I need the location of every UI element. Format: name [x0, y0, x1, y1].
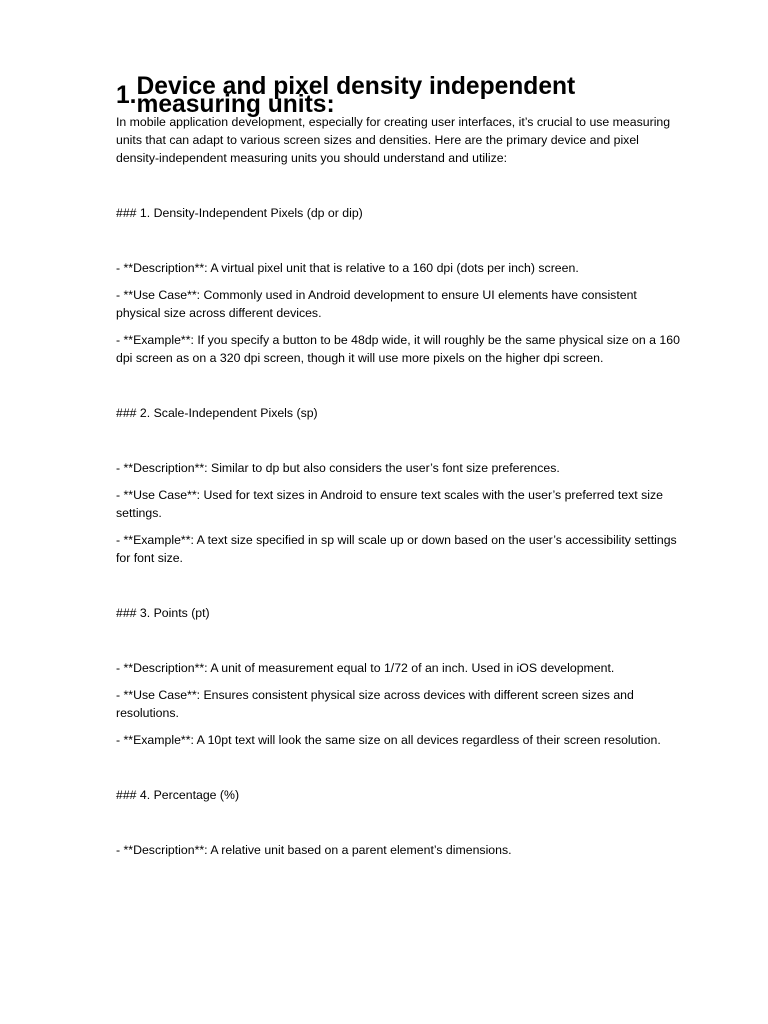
- section-title-pt: ### 3. Points (pt): [116, 606, 210, 620]
- bullet-pt-description: - **Description**: A unit of measurement equal to 1/72 of an inch. Used in iOS development.: [116, 661, 615, 675]
- section-title-dp: ### 1. Density-Independent Pixels (dp or dip): [116, 206, 363, 220]
- bullet-percentage-description: - **Description**: A relative unit based on a parent element’s dimensions.: [116, 843, 512, 857]
- bullet-pt-example: - **Example**: A 10pt text will look the same size on all devices regardless of their screen resolution.: [116, 733, 661, 747]
- section-title-percentage: ### 4. Percentage (%): [116, 788, 240, 802]
- bullet-dp-example: - **Example**: If you specify a button to be 48dp wide, it will roughly be the same physical size on a 160 dpi screen as on a 320 dpi screen, though it will use more pixels on the higher dpi screen.: [116, 333, 680, 365]
- bullet-sp-example: - **Example**: A text size specified in sp will scale up or down based on the user’s accessibility settings for font size.: [116, 533, 677, 565]
- bullet-sp-use-case: - **Use Case**: Used for text sizes in Android to ensure text scales with the user’s preferred text size settings.: [116, 488, 664, 520]
- intro-paragraph: In mobile application development, especially for creating user interfaces, it’s crucial to use measuring units that can adapt to various screen sizes and densities. Here are the primary device and pixel density-independent measuring units you should understand and utilize:: [116, 115, 671, 165]
- section-title-sp: ### 2. Scale-Independent Pixels (sp): [116, 406, 318, 420]
- heading-number: 1.: [116, 82, 137, 109]
- heading-title: Device and pixel density independent measuring units:: [136, 73, 576, 118]
- bullet-pt-use-case: - **Use Case**: Ensures consistent physical size across devices with different screen sizes and resolutions.: [116, 688, 634, 720]
- bullet-dp-description: - **Description**: A virtual pixel unit that is relative to a 160 dpi (dots per inch) screen.: [116, 261, 579, 275]
- bullet-sp-description: - **Description**: Similar to dp but also considers the user’s font size preferences.: [116, 461, 560, 475]
- bullet-dp-use-case: - **Use Case**: Commonly used in Android development to ensure UI elements have consistent physical size across different devices.: [116, 288, 637, 320]
- document-body: [116, 73, 682, 859]
- main-heading: [116, 73, 682, 118]
